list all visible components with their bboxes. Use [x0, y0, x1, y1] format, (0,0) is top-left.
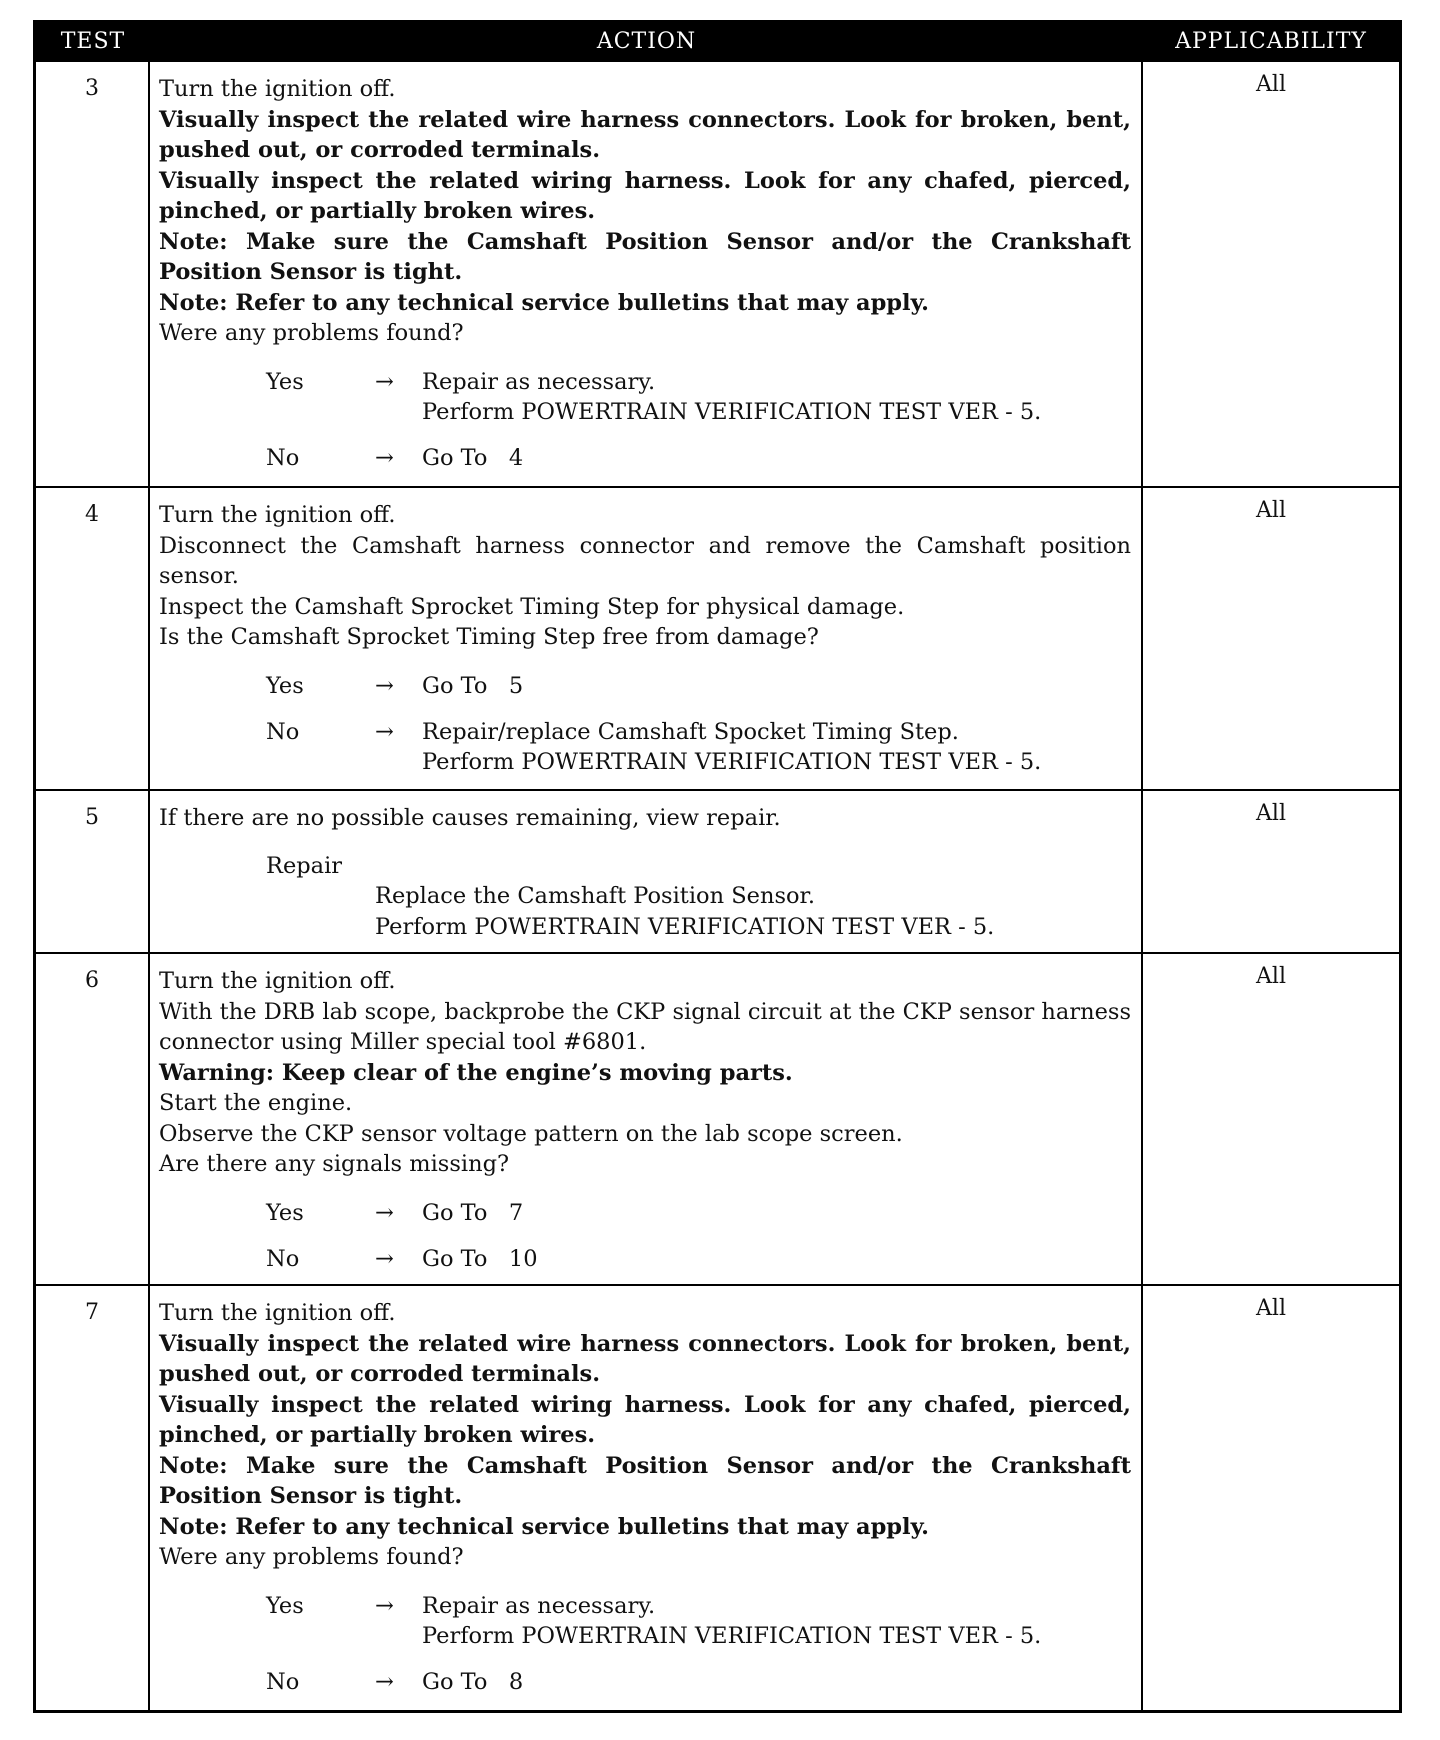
arrow-icon: →	[375, 1668, 394, 1695]
action-line: Note: Make sure the Camshaft Position Sensor and/or the Crankshaft Position Sensor is tight.	[159, 1452, 1131, 1509]
applicability: All	[1256, 498, 1286, 523]
answer-text: Go To 5	[422, 672, 524, 699]
answer-text: Perform POWERTRAIN VERIFICATION TEST VER - 5.	[422, 398, 1042, 425]
repair-text: Replace the Camshaft Position Sensor.	[375, 883, 815, 909]
applicability: All	[1256, 72, 1286, 97]
arrow-icon: →	[375, 1245, 394, 1272]
test-number: 5	[36, 791, 150, 952]
table-header	[36, 23, 1399, 60]
action-line: Turn the ignition off.	[159, 968, 396, 994]
diagnostic-test-table	[33, 20, 1402, 1713]
test-number: 4	[36, 488, 150, 789]
answer-text: Perform POWERTRAIN VERIFICATION TEST VER - 5.	[422, 1622, 1042, 1649]
action-line: Is the Camshaft Sprocket Timing Step free from damage?	[159, 624, 819, 650]
table-row	[36, 789, 1399, 952]
arrow-icon: →	[375, 672, 394, 699]
arrow-icon: →	[375, 1592, 394, 1619]
arrow-icon: →	[375, 1199, 394, 1226]
answer-yes	[159, 1591, 1131, 1651]
action-cell	[150, 488, 1143, 789]
repair-text: Perform POWERTRAIN VERIFICATION TEST VER - 5.	[375, 913, 995, 940]
header-applicability: APPLICABILITY	[1175, 29, 1367, 54]
applicability: All	[1256, 801, 1286, 826]
table-row	[36, 1284, 1399, 1710]
applicability: All	[1256, 964, 1286, 989]
action-line: Visually inspect the related wire harness connectors. Look for broken, bent, pushed out, or corroded terminals.	[159, 1330, 1131, 1387]
answer-label: Yes	[266, 1592, 304, 1619]
answer-no	[159, 1667, 1131, 1697]
answer-label: Yes	[266, 1199, 304, 1226]
table-row	[36, 952, 1399, 1284]
arrow-icon: →	[375, 444, 394, 471]
answer-text: Go To 4	[422, 444, 524, 471]
repair-label: Repair	[266, 852, 343, 879]
action-line: Are there any signals missing?	[159, 1151, 510, 1177]
action-cell	[150, 791, 1143, 952]
action-line: Visually inspect the related wiring harness. Look for any chafed, pierced, pinched, or partially broken wires.	[159, 167, 1131, 224]
action-line: Visually inspect the related wiring harness. Look for any chafed, pierced, pinched, or partially broken wires.	[159, 1391, 1131, 1448]
answer-text: Repair as necessary.	[422, 1592, 656, 1619]
arrow-icon: →	[375, 368, 394, 395]
answer-yes	[159, 671, 1131, 701]
action-line: Warning: Keep clear of the engine’s moving parts.	[159, 1059, 793, 1086]
action-line: Observe the CKP sensor voltage pattern on the lab scope screen.	[159, 1120, 903, 1147]
action-line: If there are no possible causes remaining, view repair.	[159, 805, 781, 831]
answer-label: Yes	[266, 368, 304, 395]
test-number: 6	[36, 954, 150, 1284]
action-line: Disconnect the Camshaft harness connector and remove the Camshaft position sensor.	[159, 532, 1131, 589]
answer-label: No	[266, 444, 300, 471]
answer-label: No	[266, 1245, 300, 1272]
header-test: TEST	[60, 29, 126, 54]
action-line: Turn the ignition off.	[159, 76, 396, 102]
answer-no	[159, 1244, 1131, 1274]
answer-text: Repair as necessary.	[422, 368, 656, 395]
table-row	[36, 60, 1399, 486]
action-line: Turn the ignition off.	[159, 502, 396, 528]
action-line: Were any problems found?	[159, 320, 464, 346]
answer-text: Go To 7	[422, 1199, 524, 1226]
answer-text: Go To 8	[422, 1668, 524, 1695]
answer-no	[159, 717, 1131, 777]
answer-yes	[159, 367, 1131, 427]
arrow-icon: →	[375, 718, 394, 745]
action-cell	[150, 62, 1143, 486]
answer-text: Go To 10	[422, 1245, 538, 1272]
answer-text: Repair/replace Camshaft Spocket Timing Step.	[422, 718, 959, 745]
action-line: Were any problems found?	[159, 1544, 464, 1570]
answer-no	[159, 443, 1131, 473]
action-line: Note: Refer to any technical service bulletins that may apply.	[159, 1513, 929, 1540]
action-line: With the DRB lab scope, backprobe the CKP signal circuit at the CKP sensor harness connector using Miller special tool #6801.	[159, 998, 1131, 1055]
applicability: All	[1256, 1296, 1286, 1321]
answer-yes	[159, 1198, 1131, 1228]
test-number: 3	[36, 62, 150, 486]
action-line: Visually inspect the related wire harness connectors. Look for broken, bent, pushed out, or corroded terminals.	[159, 106, 1131, 163]
action-line: Inspect the Camshaft Sprocket Timing Step for physical damage.	[159, 593, 905, 620]
action-line: Note: Make sure the Camshaft Position Sensor and/or the Crankshaft Position Sensor is tight.	[159, 228, 1131, 285]
action-line: Start the engine.	[159, 1090, 353, 1116]
test-number: 7	[36, 1286, 150, 1710]
header-action: ACTION	[596, 29, 697, 54]
answer-text: Perform POWERTRAIN VERIFICATION TEST VER - 5.	[422, 748, 1042, 775]
answer-label: Yes	[266, 672, 304, 699]
action-cell	[150, 954, 1143, 1284]
answer-label: No	[266, 718, 300, 745]
action-line: Note: Refer to any technical service bulletins that may apply.	[159, 289, 929, 316]
action-line: Turn the ignition off.	[159, 1300, 396, 1326]
answer-label: No	[266, 1668, 300, 1695]
action-cell	[150, 1286, 1143, 1710]
table-row	[36, 486, 1399, 789]
